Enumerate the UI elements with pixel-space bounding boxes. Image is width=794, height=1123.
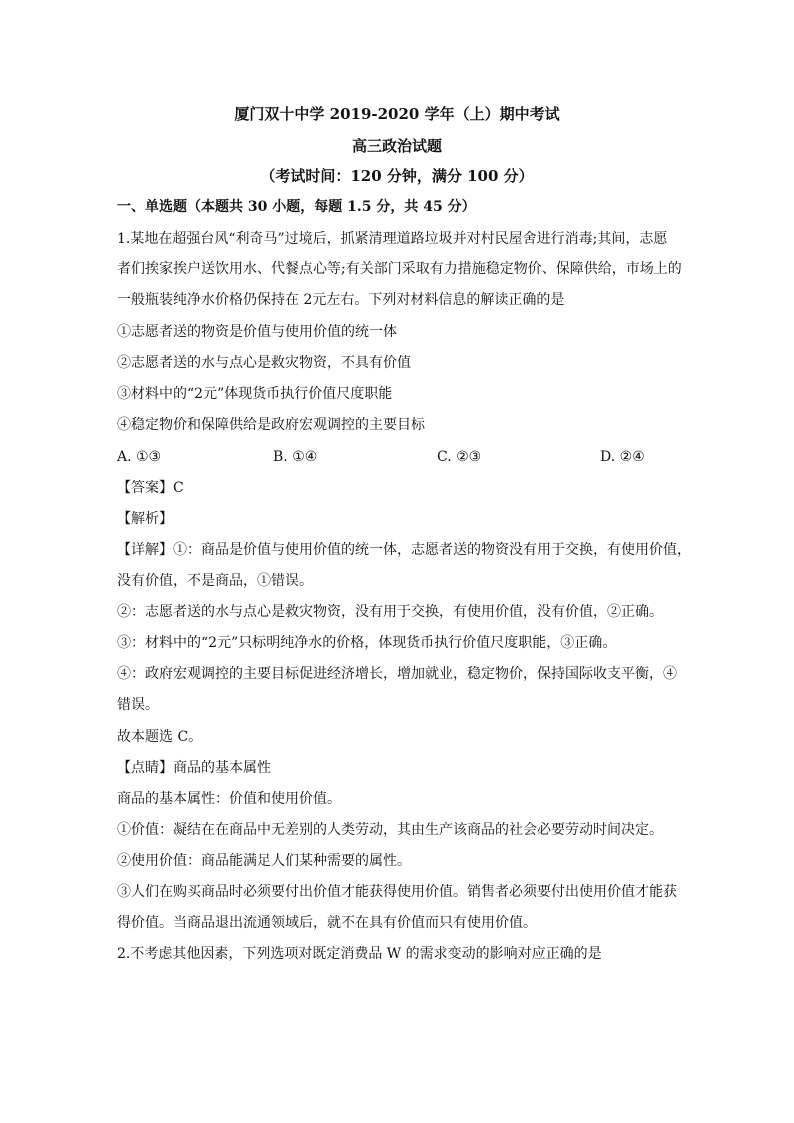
q1-statement: ②志愿者送的水与点心是救灾物资，不具有价值 (117, 355, 411, 371)
q1-stem-line: 1.某地在超强台风“利奇马”过境后，抓紧清理道路垃圾并对村民屋舍进行消毒;其间，志愿 (117, 231, 668, 247)
exam-info: （考试时间：120 分钟，满分 100 分） (260, 167, 534, 185)
q2-stem: 2.不考虑其他因素，下列选项对既定消费品 W 的需求变动的影响对应正确的是 (117, 946, 602, 962)
exam-subtitle: 高三政治试题 (351, 137, 442, 155)
q1-option-c: C. ②③ (437, 449, 482, 465)
q1-tip-line: ③人们在购买商品时必须要付出价值才能获得使用价值。销售者必须要付出使用价值才能获 (117, 884, 677, 900)
q1-detail-line: 错误。 (117, 697, 159, 713)
q1-analysis-label: 【解析】 (117, 511, 173, 527)
q1-detail-line: 故本题选 C。 (117, 729, 203, 745)
q1-statement: ③材料中的“2元”体现货币执行价值尺度职能 (117, 386, 393, 402)
q1-tip-line: 商品的基本属性：价值和使用价值。 (117, 791, 341, 807)
q1-detail-line: ③：材料中的“2元”只标明纯净水的价格，体现货币执行价值尺度职能，③正确。 (117, 635, 617, 651)
q1-tip-line: ②使用价值：商品能满足人们某种需要的属性。 (117, 853, 411, 869)
q1-statement: ④稳定物价和保障供给是政府宏观调控的主要目标 (117, 417, 425, 433)
q1-tip-line: 【点睛】商品的基本属性 (117, 760, 271, 776)
q1-detail-line: 没有价值，不是商品，①错误。 (117, 573, 313, 589)
q1-tip-line: 得价值。当商品退出流通领域后，就不在具有价值而只有使用价值。 (117, 915, 537, 931)
q1-stem-line: 者们挨家挨户送饮用水、代餐点心等;有关部门采取有力措施稳定物价、保障供给，市场上的 (117, 261, 682, 277)
q1-answer: 【答案】C (117, 480, 184, 496)
q1-detail-line: ④：政府宏观调控的主要目标促进经济增长，增加就业，稳定物价，保持国际收支平衡，④ (117, 666, 677, 682)
section-heading: 一、单选题（本题共 30 小题，每题 1.5 分，共 45 分） (117, 199, 476, 215)
exam-title: 厦门双十中学 2019-2020 学年（上）期中考试 (234, 105, 560, 123)
q1-detail-line: 【详解】①：商品是价值与使用价值的统一体，志愿者送的物资没有用于交换，有使用价值， (117, 542, 691, 558)
q1-statement: ①志愿者送的物资是价值与使用价值的统一体 (117, 324, 397, 340)
q1-option-b: B. ①④ (273, 449, 318, 465)
q1-stem-line: 一般瓶装纯净水价格仍保持在 2元左右。下列对材料信息的解读正确的是 (117, 292, 565, 308)
q1-detail-line: ②：志愿者送的水与点心是救灾物资，没有用于交换，有使用价值，没有价值，②正确。 (117, 604, 663, 620)
q1-option-a: A. ①③ (117, 449, 162, 465)
q1-tip-line: ①价值：凝结在在商品中无差别的人类劳动，其由生产该商品的社会必要劳动时间决定。 (117, 822, 663, 838)
q1-option-d: D. ②④ (600, 449, 645, 465)
